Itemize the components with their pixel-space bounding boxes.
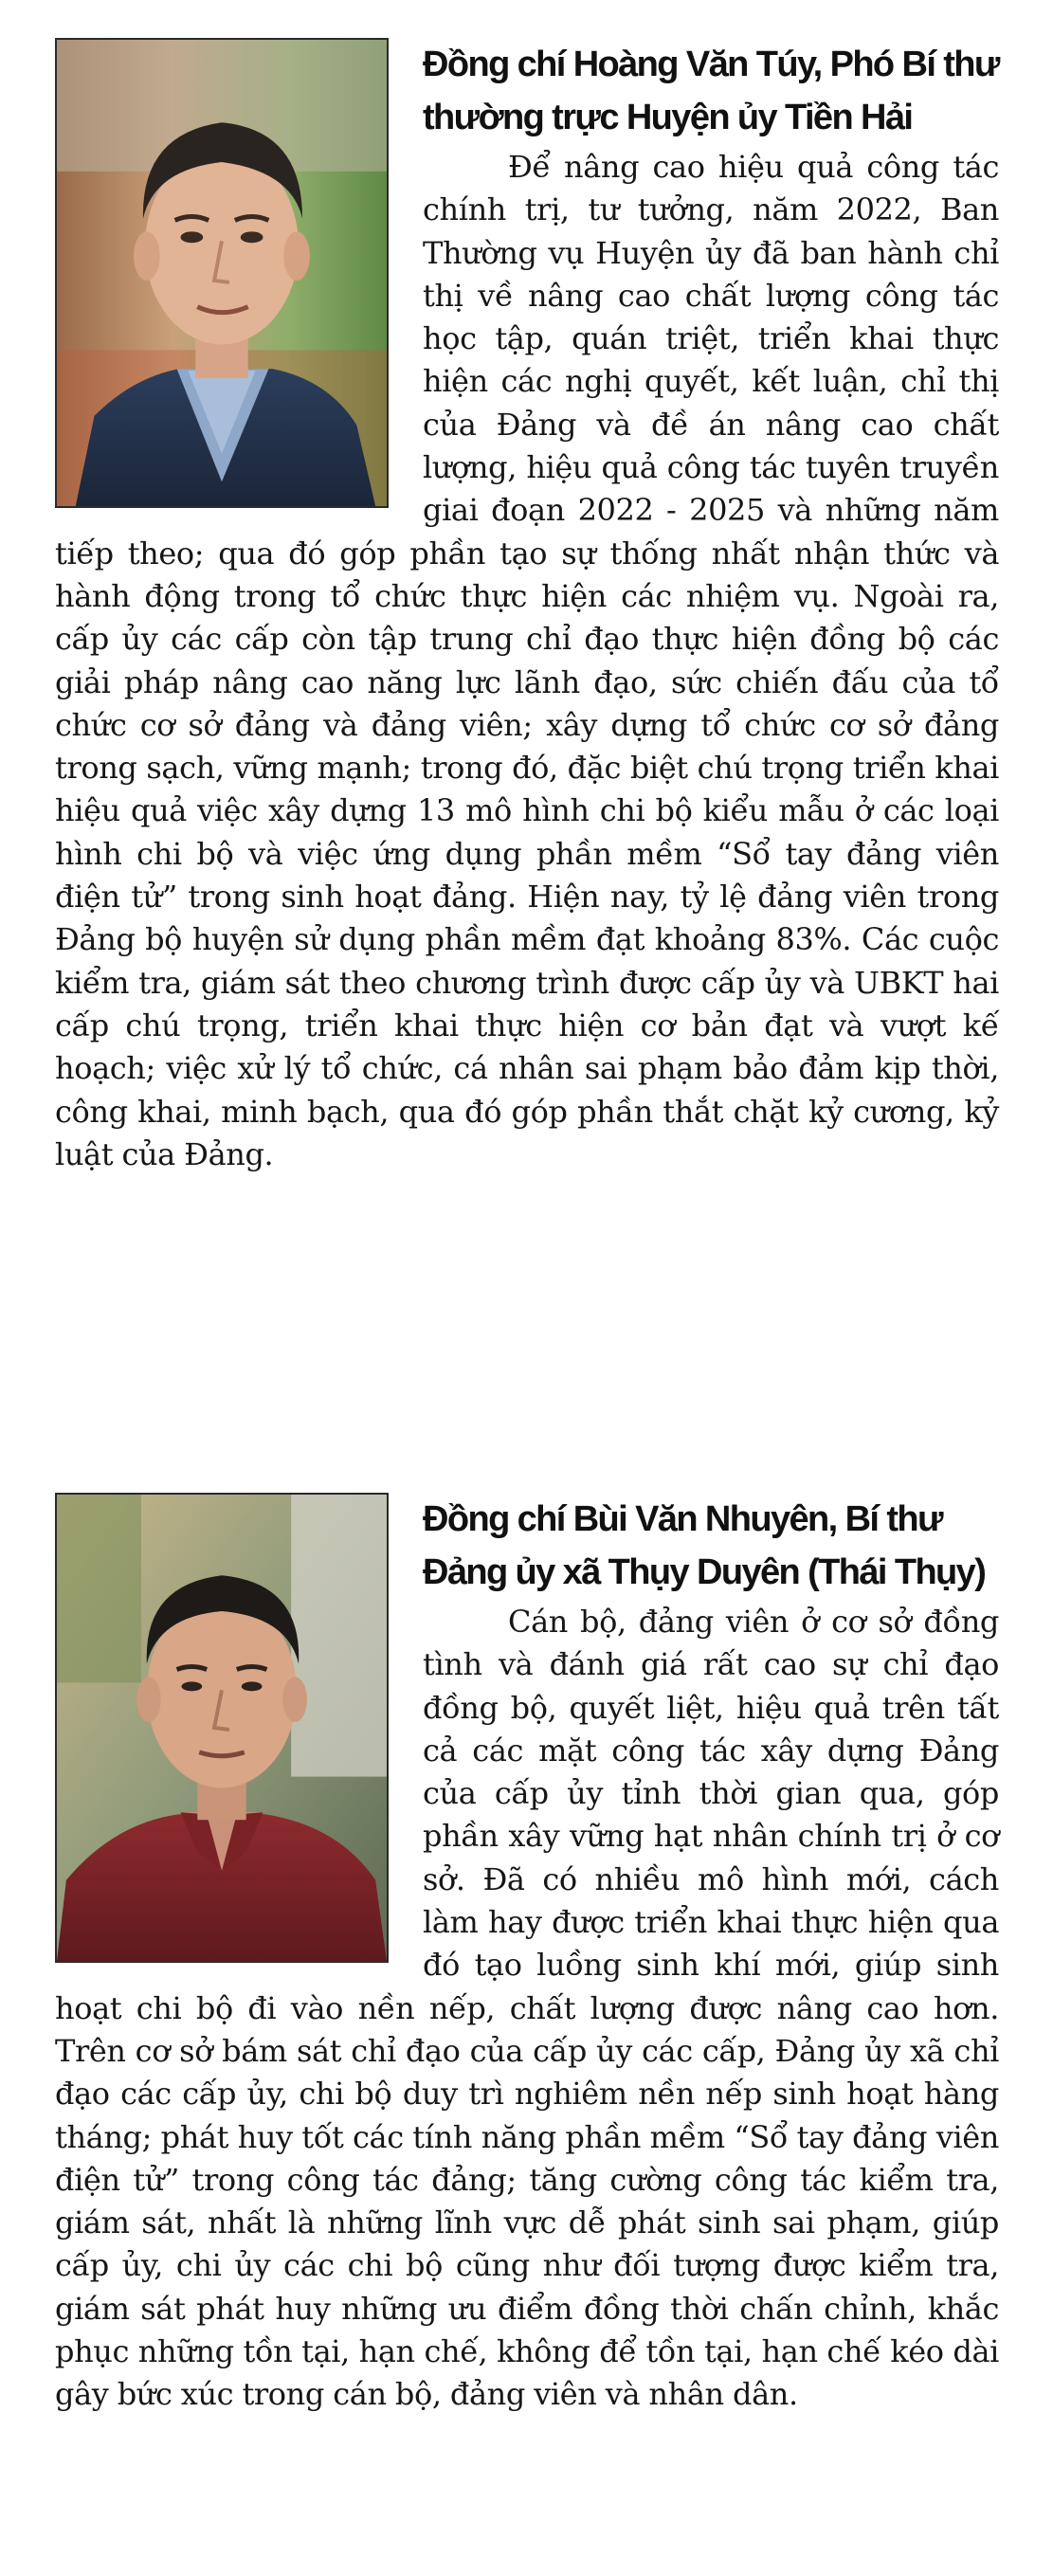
article-bui-van-nhuyen <box>55 1493 999 2417</box>
portrait-photo-bui-van-nhuyen <box>55 1493 389 1963</box>
article-body: Cán bộ, đảng viên ở cơ sở đồng tình và đánh giá rất cao sự chỉ đạo đồng bộ, quyết liệt, hiệu quả trên tất cả các mặt công tác xây dựng Đảng của cấp ủy tỉnh thời gian qua, góp phần xây vững hạt nhân chính trị ở cơ sở. Đã có nhiều mô hình mới, cách làm hay được triển khai thực hiện qua đó tạo luồng sinh khí mới, giúp sinh hoạt chi bộ đi vào nền nếp, chất lượng được nâng cao hơn. Trên cơ sở bám sát chỉ đạo của cấp ủy các cấp, Đảng ủy xã chỉ đạo các cấp ủy, chi bộ duy trì nghiêm nền nếp sinh hoạt hàng tháng; phát huy tốt các tính năng phần mềm “Sổ tay đảng viên điện tử” trong công tác đảng; tăng cường công tác kiểm tra, giám sát, nhất là những lĩnh vực dễ phát sinh sai phạm, giúp cấp ủy, chi ủy các chi bộ cũng như đối tượng được kiểm tra, giám sát phát huy những ưu điểm đồng thời chấn chỉnh, khắc phục những tồn tại, hạn chế, không để tồn tại, hạn chế kéo dài gây bức xúc trong cán bộ, đảng viên và nhân dân. <box>55 1604 999 2413</box>
heading-line-2: thường trực Huyện ủy Tiền Hải <box>423 98 913 137</box>
article-hoang-van-tuy <box>55 38 999 1176</box>
article-body: Để nâng cao hiệu quả công tác chính trị, tư tưởng, năm 2022, Ban Thường vụ Huyện ủy đã ban hành chỉ thị về nâng cao chất lượng công tác học tập, quán triệt, triển khai thực hiện các nghị quyết, kết luận, chỉ thị của Đảng và đề án nâng cao chất lượng, hiệu quả công tác tuyên truyền giai đoạn 2022 - 2025 và những năm tiếp theo; qua đó góp phần tạo sự thống nhất nhận thức và hành động trong tổ chức thực hiện các nhiệm vụ. Ngoài ra, cấp ủy các cấp còn tập trung chỉ đạo thực hiện đồng bộ các giải pháp nâng cao năng lực lãnh đạo, sức chiến đấu của tổ chức cơ sở đảng và đảng viên; xây dựng tổ chức cơ sở đảng trong sạch, vững mạnh; trong đó, đặc biệt chú trọng triển khai hiệu quả việc xây dựng 13 mô hình chi bộ kiểu mẫu ở các loại hình chi bộ và việc ứng dụng phần mềm “Sổ tay đảng viên điện tử” trong sinh hoạt đảng. Hiện nay, tỷ lệ đảng viên trong Đảng bộ huyện sử dụng phần mềm đạt khoảng 83%. Các cuộc kiểm tra, giám sát theo chương trình được cấp ủy và UBKT hai cấp chú trọng, triển khai thực hiện cơ bản đạt và vượt kế hoạch; việc xử lý tổ chức, cá nhân sai phạm bảo đảm kịp thời, công khai, minh bạch, qua đó góp phần thắt chặt kỷ cương, kỷ luật của Đảng. <box>55 149 999 1172</box>
heading-line-1: Đồng chí Hoàng Văn Túy, Phó Bí thư <box>423 45 999 84</box>
heading-line-1: Đồng chí Bùi Văn Nhuyên, Bí thư <box>423 1499 942 1539</box>
portrait-photo-hoang-van-tuy <box>55 38 389 508</box>
heading-line-2: Đảng ủy xã Thụy Duyên (Thái Thụy) <box>423 1552 986 1592</box>
portrait-illustration <box>57 40 387 506</box>
portrait-illustration <box>57 1495 387 1961</box>
